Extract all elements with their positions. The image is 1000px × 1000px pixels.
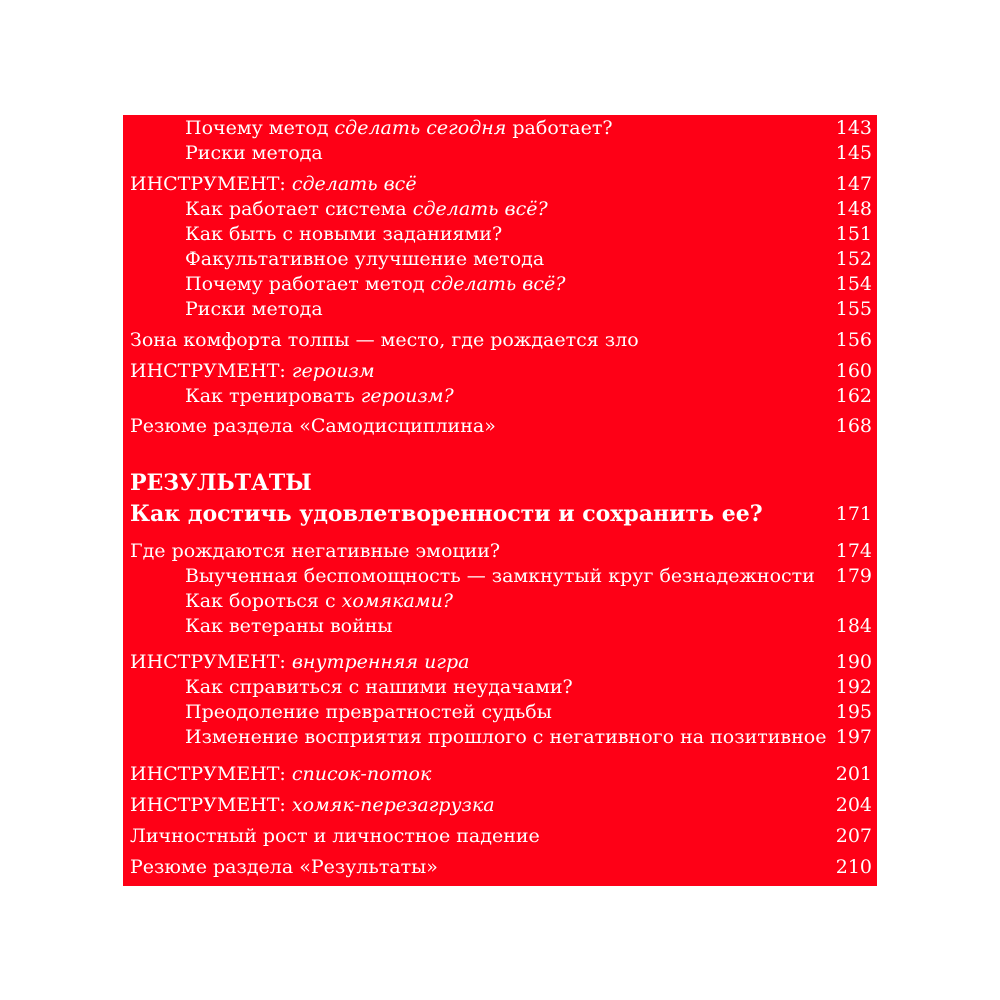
toc-entry — [123, 172, 877, 196]
toc-entry — [123, 414, 877, 438]
entry-title: Риски метода — [185, 142, 323, 164]
toc-entry — [123, 614, 877, 638]
toc-panel — [123, 115, 877, 886]
page-number: 207 — [835, 825, 872, 847]
page-number: 204 — [835, 794, 872, 816]
entry-title: ИНСТРУМЕНТ: героизм — [130, 360, 375, 382]
toc-entry — [123, 539, 877, 563]
entry-title: Зона комфорта толпы — место, где рождается зло — [130, 329, 639, 351]
page-number: 155 — [835, 298, 872, 320]
page-number: 184 — [835, 615, 872, 637]
entry-title: Выученная беспомощность — замкнутый круг безнадежности — [185, 565, 815, 587]
entry-title: Факультативное улучшение метода — [185, 248, 545, 270]
page-number: 179 — [835, 565, 872, 587]
toc-entry — [123, 855, 877, 879]
toc-entry — [123, 384, 877, 408]
toc-entry — [123, 247, 877, 271]
chapter-title: Как достичь удовлетворенности и сохранить ее? — [130, 501, 763, 527]
toc-entry — [123, 222, 877, 246]
page-number: 143 — [835, 117, 872, 139]
page-number: 192 — [835, 676, 872, 698]
page-number: 147 — [835, 173, 872, 195]
toc-entry — [123, 650, 877, 674]
toc-entry — [123, 675, 877, 699]
page-number: 171 — [835, 503, 872, 525]
page-number: 201 — [835, 763, 872, 785]
toc-entry — [123, 328, 877, 352]
section-heading — [123, 469, 877, 497]
entry-title: Как быть с новыми заданиями? — [185, 223, 503, 245]
page-number: 168 — [835, 415, 872, 437]
entry-title: Как ветераны войны — [185, 615, 393, 637]
entry-title: Почему метод сделать сегодня работает? — [185, 117, 613, 139]
entry-title: ИНСТРУМЕНТ: список-поток — [130, 763, 432, 785]
page-number: 151 — [835, 223, 872, 245]
entry-title: Как справиться с нашими неудачами? — [185, 676, 573, 698]
toc-entry — [123, 141, 877, 165]
entry-title: Резюме раздела «Результаты» — [130, 856, 438, 878]
page-number: 190 — [835, 651, 872, 673]
page-number: 160 — [835, 360, 872, 382]
entry-title: Личностный рост и личностное падение — [130, 825, 540, 847]
entry-title: Как бороться с хомяками? — [185, 590, 453, 612]
entry-title: Преодоление превратностей судьбы — [185, 701, 552, 723]
toc-entry — [123, 589, 877, 613]
toc-entry — [123, 700, 877, 724]
toc-entry — [123, 793, 877, 817]
entry-title: Как тренировать героизм? — [185, 385, 454, 407]
entry-title: Резюме раздела «Самодисциплина» — [130, 415, 496, 437]
entry-title: Почему работает метод сделать всё? — [185, 273, 566, 295]
entry-title: ИНСТРУМЕНТ: сделать всё — [130, 173, 417, 195]
toc-entry — [123, 564, 877, 588]
page-number: 197 — [835, 726, 872, 748]
chapter-heading — [123, 500, 877, 528]
toc-entry — [123, 725, 877, 749]
page-number: 154 — [835, 273, 872, 295]
toc-entry — [123, 297, 877, 321]
toc-entry — [123, 197, 877, 221]
page-number: 210 — [835, 856, 872, 878]
page-number: 145 — [835, 142, 872, 164]
entry-title: Изменение восприятия прошлого с негативного на позитивное — [185, 726, 827, 748]
page-number: 174 — [835, 540, 872, 562]
toc-entry — [123, 116, 877, 140]
page-number: 162 — [835, 385, 872, 407]
section-title: РЕЗУЛЬТАТЫ — [130, 470, 312, 496]
toc-entry — [123, 762, 877, 786]
entry-title: ИНСТРУМЕНТ: хомяк-перезагрузка — [130, 794, 495, 816]
entry-title: Как работает система сделать всё? — [185, 198, 548, 220]
page-number: 148 — [835, 198, 872, 220]
entry-title: ИНСТРУМЕНТ: внутренняя игра — [130, 651, 470, 673]
entry-title: Где рождаются негативные эмоции? — [130, 540, 501, 562]
page-number: 152 — [835, 248, 872, 270]
toc-entry — [123, 272, 877, 296]
page-number: 195 — [835, 701, 872, 723]
page-number: 156 — [835, 329, 872, 351]
entry-title: Риски метода — [185, 298, 323, 320]
toc-entry — [123, 359, 877, 383]
toc-entry — [123, 824, 877, 848]
